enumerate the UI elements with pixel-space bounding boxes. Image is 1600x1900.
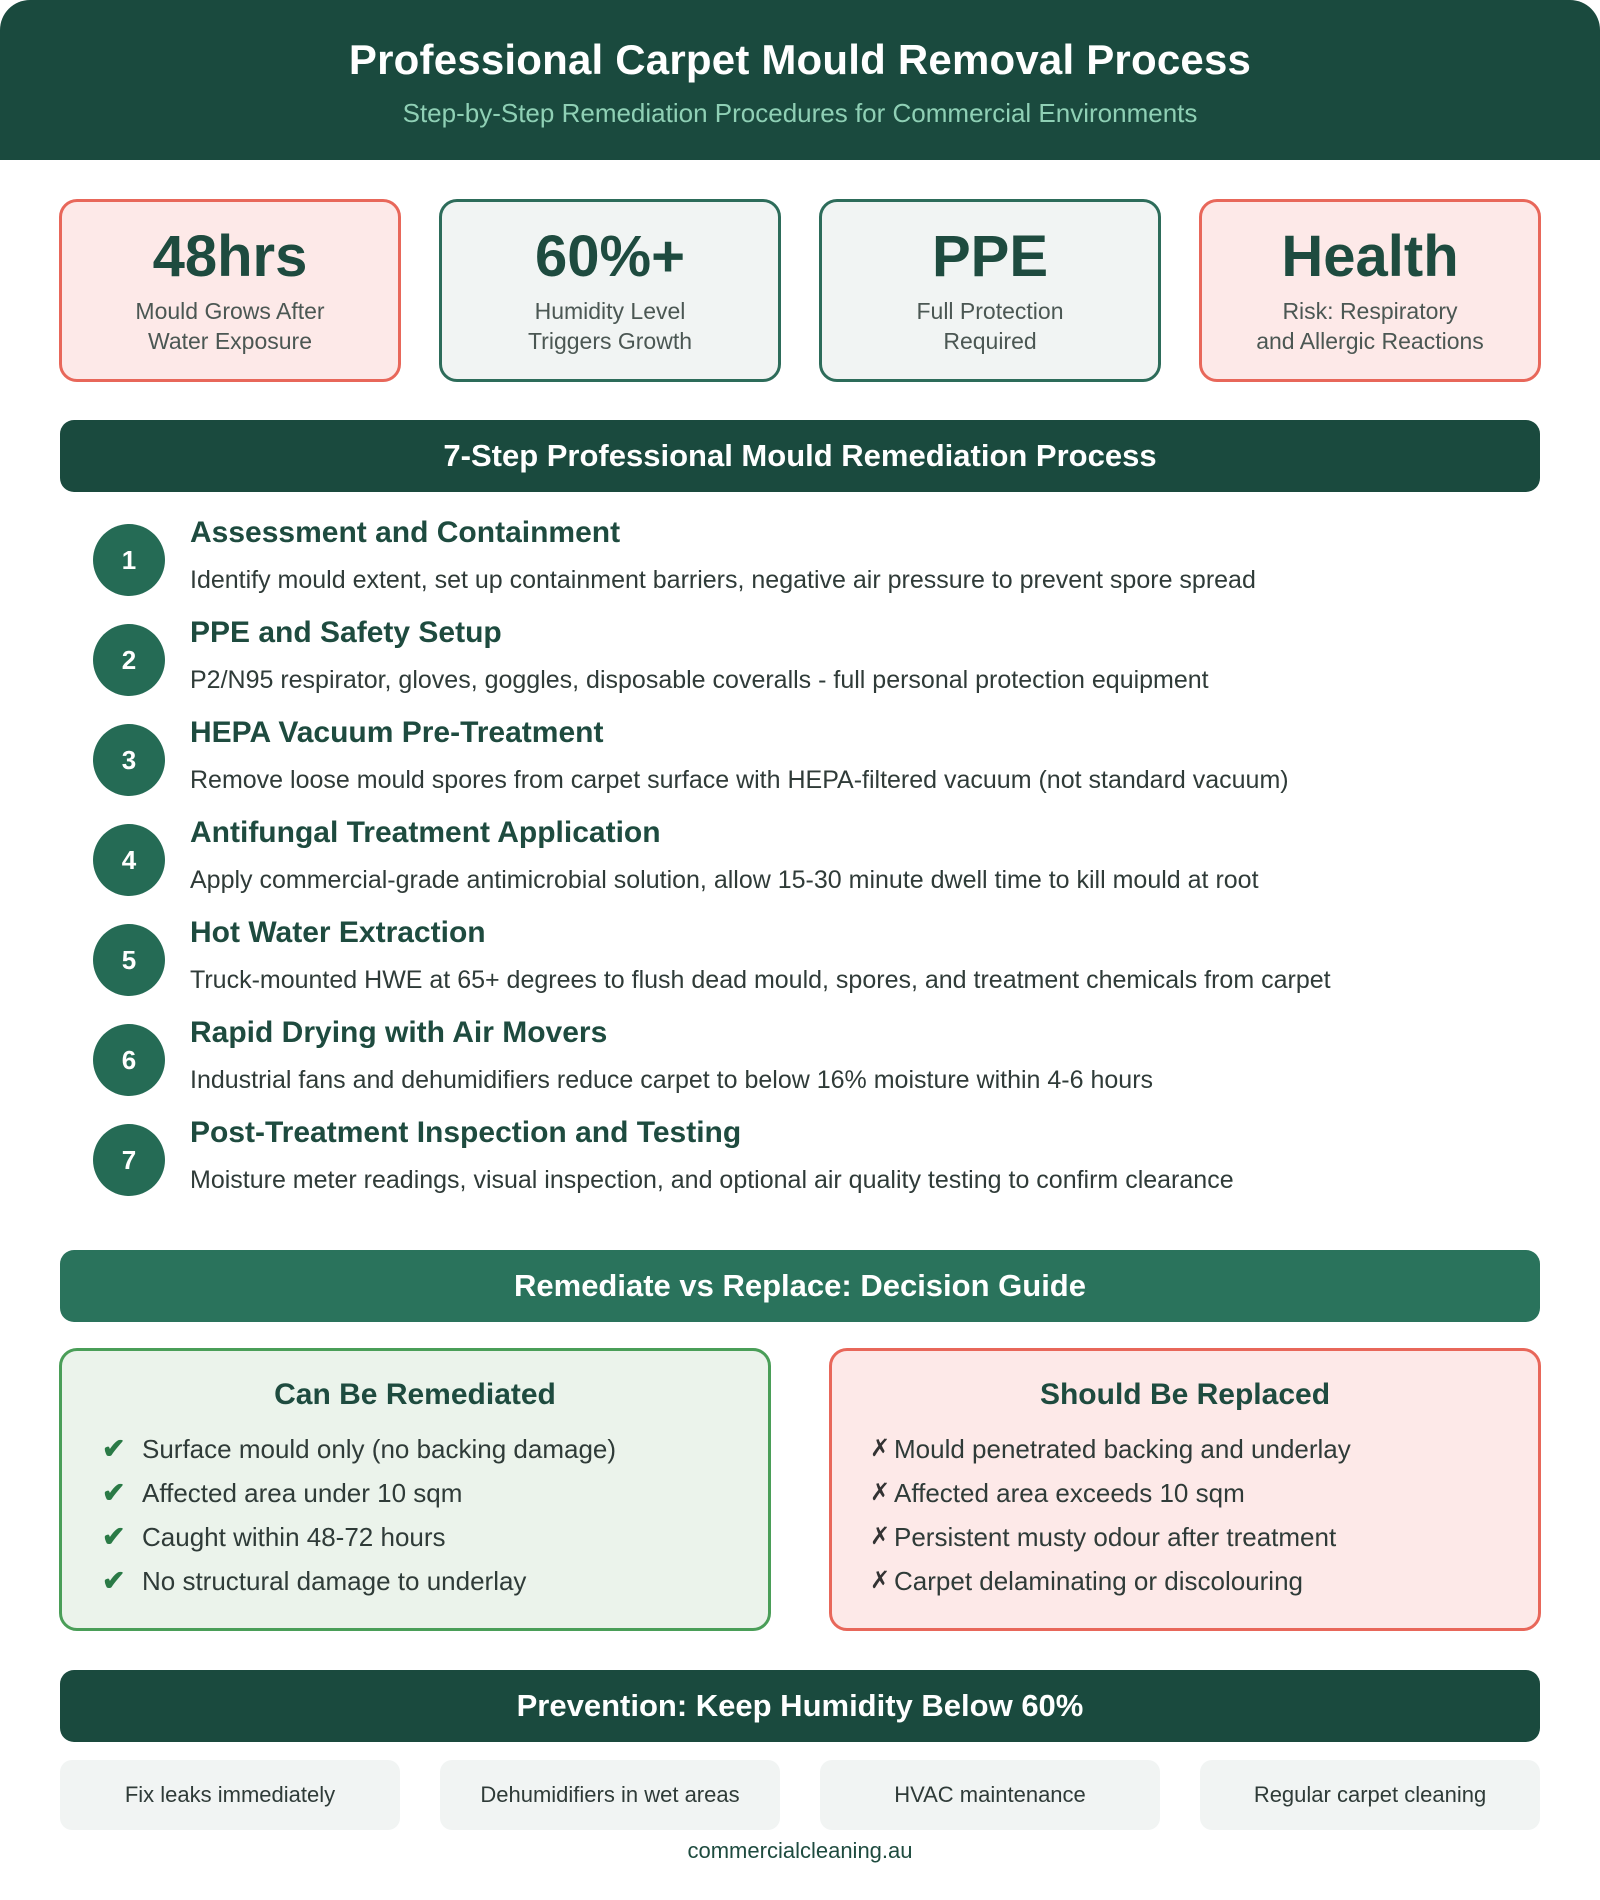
list-item-text: Surface mould only (no backing damage) <box>142 1434 617 1464</box>
stat-card-ppe <box>819 199 1161 382</box>
step-number: 6 <box>93 1024 165 1096</box>
stat-label <box>62 296 398 356</box>
remediate-title: Can Be Remediated <box>274 1378 556 1411</box>
decision-guide <box>59 1348 1541 1631</box>
decision-heading: Remediate vs Replace: Decision Guide <box>60 1250 1540 1322</box>
stat-value: 48hrs <box>152 224 308 289</box>
stat-label <box>442 296 778 356</box>
list-item-text: Persistent musty odour after treatment <box>894 1522 1337 1552</box>
replace-panel <box>829 1348 1541 1631</box>
stat-label-line: Triggers Growth <box>527 328 693 354</box>
remediate-list <box>102 1427 768 1603</box>
step-item <box>93 516 1533 620</box>
process-steps <box>93 516 1533 1220</box>
replace-list <box>870 1427 1538 1603</box>
page-subtitle: Step-by-Step Remediation Procedures for Commercial Environments <box>402 98 1198 128</box>
stat-label-line: and Allergic Reactions <box>1256 328 1484 354</box>
step-title: Antifungal Treatment Application <box>190 816 661 849</box>
step-number: 1 <box>93 524 165 596</box>
stat-label-line: Humidity Level <box>534 298 686 324</box>
step-description: Truck-mounted HWE at 65+ degrees to flush dead mould, spores, and treatment chemicals from carpet <box>190 966 1331 994</box>
step-description: Moisture meter readings, visual inspection, and optional air quality testing to confirm clearance <box>190 1166 1234 1194</box>
prevention-heading: Prevention: Keep Humidity Below 60% <box>60 1670 1540 1742</box>
replace-title: Should Be Replaced <box>1039 1378 1331 1411</box>
prevention-tip: Regular carpet cleaning <box>1200 1760 1540 1830</box>
cross-icon: ✗ <box>870 1567 891 1594</box>
step-title: Assessment and Containment <box>190 516 621 549</box>
prevention-tip: HVAC maintenance <box>820 1760 1160 1830</box>
header <box>0 0 1600 160</box>
list-item <box>102 1515 768 1559</box>
stat-card-humidity <box>439 199 781 382</box>
stat-label-line: Water Exposure <box>147 328 313 354</box>
remediate-panel <box>59 1348 771 1631</box>
page-title: Professional Carpet Mould Removal Process <box>348 36 1252 83</box>
list-item <box>870 1515 1538 1559</box>
stat-value: 60%+ <box>535 224 685 289</box>
step-item <box>93 816 1533 920</box>
cross-icon: ✗ <box>870 1523 891 1550</box>
list-item <box>102 1471 768 1515</box>
step-number: 4 <box>93 824 165 896</box>
step-item <box>93 1116 1533 1220</box>
stat-label-line: Required <box>943 328 1037 354</box>
list-item <box>870 1471 1538 1515</box>
check-icon: ✔ <box>102 1565 126 1596</box>
footer-site-name: commercialcleaning.au <box>687 1838 913 1863</box>
list-item-text: Affected area exceeds 10 sqm <box>894 1478 1245 1508</box>
list-item <box>102 1427 768 1471</box>
step-number: 3 <box>93 724 165 796</box>
step-number: 2 <box>93 624 165 696</box>
stat-value: PPE <box>931 224 1049 289</box>
step-number: 5 <box>93 924 165 996</box>
stat-label-line: Mould Grows After <box>135 298 325 324</box>
step-item <box>93 716 1533 820</box>
list-item-text: Carpet delaminating or discolouring <box>894 1566 1304 1596</box>
stat-cards <box>59 199 1541 382</box>
list-item <box>870 1559 1538 1603</box>
check-icon: ✔ <box>102 1477 126 1508</box>
step-description: Industrial fans and dehumidifiers reduce carpet to below 16% moisture within 4-6 hours <box>190 1066 1154 1094</box>
stat-label <box>1202 296 1538 356</box>
step-title: Hot Water Extraction <box>190 916 486 949</box>
cross-icon: ✗ <box>870 1435 891 1462</box>
list-item-text: No structural damage to underlay <box>142 1566 527 1596</box>
step-description: Identify mould extent, set up containment barriers, negative air pressure to prevent spore spread <box>190 566 1256 594</box>
step-title: Post-Treatment Inspection and Testing <box>190 1116 742 1149</box>
step-item <box>93 616 1533 720</box>
stat-label-line: Full Protection <box>916 298 1064 324</box>
prevention-tips <box>60 1760 1540 1830</box>
stat-label <box>822 296 1158 356</box>
list-item-text: Affected area under 10 sqm <box>142 1478 463 1508</box>
list-item <box>102 1559 768 1603</box>
list-item <box>870 1427 1538 1471</box>
step-description: P2/N95 respirator, gloves, goggles, disposable coveralls - full personal protection equipment <box>190 666 1209 694</box>
step-number: 7 <box>93 1124 165 1196</box>
stat-card-48hrs <box>59 199 401 382</box>
step-item <box>93 916 1533 1020</box>
prevention-tip: Fix leaks immediately <box>60 1760 400 1830</box>
cross-icon: ✗ <box>870 1479 891 1506</box>
list-item-text: Mould penetrated backing and underlay <box>894 1434 1351 1464</box>
prevention-tip: Dehumidifiers in wet areas <box>440 1760 780 1830</box>
check-icon: ✔ <box>102 1433 126 1464</box>
stat-value: Health <box>1281 224 1459 289</box>
step-title: HEPA Vacuum Pre-Treatment <box>190 716 604 749</box>
check-icon: ✔ <box>102 1521 126 1552</box>
stat-card-health <box>1199 199 1541 382</box>
stat-label-line: Risk: Respiratory <box>1282 298 1458 324</box>
list-item-text: Caught within 48-72 hours <box>142 1522 446 1552</box>
step-title: PPE and Safety Setup <box>190 616 502 649</box>
step-description: Apply commercial-grade antimicrobial solution, allow 15-30 minute dwell time to kill mould at root <box>190 866 1259 894</box>
step-description: Remove loose mould spores from carpet surface with HEPA-filtered vacuum (not standard vacuum) <box>190 766 1289 794</box>
process-heading: 7-Step Professional Mould Remediation Process <box>60 420 1540 492</box>
step-title: Rapid Drying with Air Movers <box>190 1016 608 1049</box>
step-item <box>93 1016 1533 1120</box>
